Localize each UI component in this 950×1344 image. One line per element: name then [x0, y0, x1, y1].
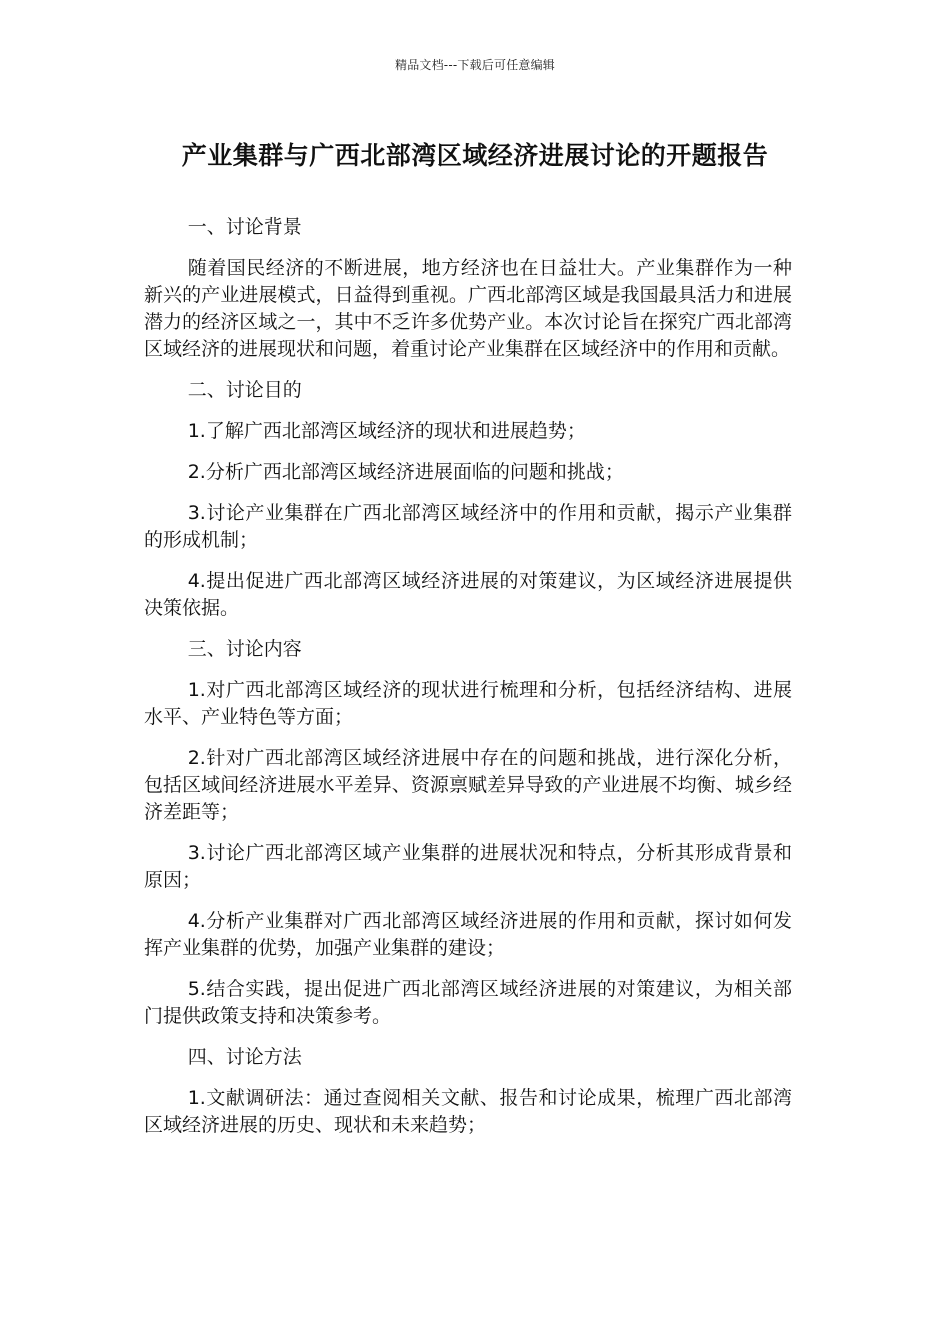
list-item: 1.对广西北部湾区域经济的现状进行梳理和分析，包括经济结构、进展水平、产业特色等方面；	[144, 679, 792, 728]
section-heading-content: 三、讨论内容	[187, 638, 302, 660]
section-heading-background: 一、讨论背景	[187, 216, 302, 238]
list-item: 3.讨论广西北部湾区域产业集群的进展状况和特点，分析其形成背景和原因；	[144, 842, 792, 891]
page-title: 产业集群与广西北部湾区域经济进展讨论的开题报告	[181, 141, 769, 170]
header-note: 精品文档---下载后可任意编辑	[395, 58, 555, 72]
list-item: 2.针对广西北部湾区域经济进展中存在的问题和挑战，进行深化分析，包括区域间经济进展水平差异、资源禀赋差异导致的产业进展不均衡、城乡经济差距等；	[144, 747, 792, 823]
list-item: 4.提出促进广西北部湾区域经济进展的对策建议，为区域经济进展提供决策依据。	[144, 570, 792, 619]
paragraph-background: 随着国民经济的不断进展，地方经济也在日益壮大。产业集群作为一种新兴的产业进展模式，日益得到重视。广西北部湾区域是我国最具活力和进展潜力的经济区域之一，其中不乏许多优势产业。本次讨论旨在探究广西北部湾区域经济的进展现状和问题，着重讨论产业集群在区域经济中的作用和贡献。	[144, 257, 792, 360]
list-item: 5.结合实践，提出促进广西北部湾区域经济进展的对策建议，为相关部门提供政策支持和决策参考。	[144, 978, 792, 1027]
list-item: 4.分析产业集群对广西北部湾区域经济进展的作用和贡献，探讨如何发挥产业集群的优势，加强产业集群的建设；	[144, 910, 792, 959]
section-heading-purpose: 二、讨论目的	[187, 379, 302, 401]
document-body	[144, 214, 792, 1153]
list-item: 1.了解广西北部湾区域经济的现状和进展趋势；	[187, 420, 586, 442]
section-heading-methods: 四、讨论方法	[187, 1046, 302, 1068]
list-item: 3.讨论产业集群在广西北部湾区域经济中的作用和贡献，揭示产业集群的形成机制；	[144, 502, 792, 551]
list-item: 1.文献调研法：通过查阅相关文献、报告和讨论成果，梳理广西北部湾区域经济进展的历史、现状和未来趋势；	[144, 1087, 792, 1136]
list-item: 2.分析广西北部湾区域经济进展面临的问题和挑战；	[187, 461, 624, 483]
